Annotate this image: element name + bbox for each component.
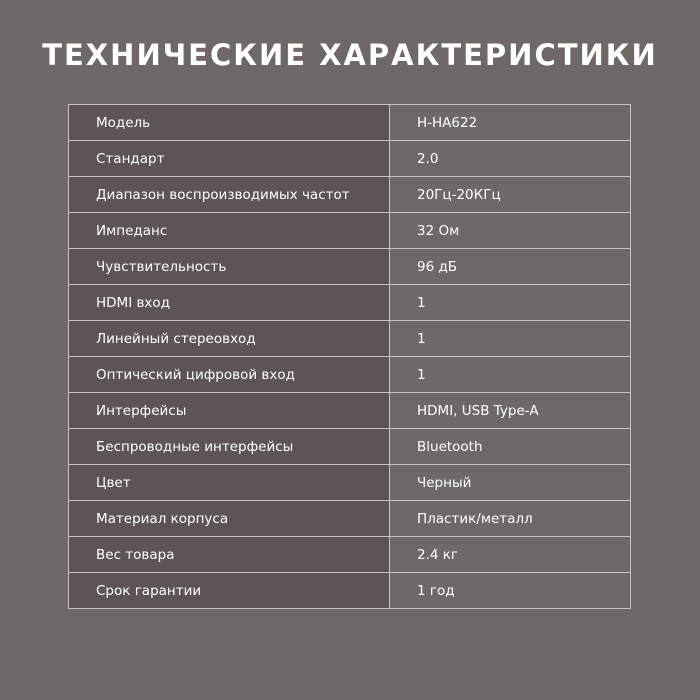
table-row: [69, 105, 631, 141]
table-row: [69, 465, 631, 501]
table-row: [69, 429, 631, 465]
table-row: [69, 357, 631, 393]
spec-label: Диапазон воспроизводимых частот: [69, 177, 390, 213]
spec-value: H-HA622: [390, 105, 631, 141]
table-row: [69, 321, 631, 357]
table-row: [69, 249, 631, 285]
table-row: [69, 177, 631, 213]
spec-value: Bluetooth: [390, 429, 631, 465]
spec-label: Чувствительность: [69, 249, 390, 285]
spec-value: 96 дБ: [390, 249, 631, 285]
spec-value: 1: [390, 321, 631, 357]
spec-label: Беспроводные интерфейсы: [69, 429, 390, 465]
spec-value: 1 год: [390, 573, 631, 609]
table-row: [69, 537, 631, 573]
table-row: [69, 285, 631, 321]
table-row: [69, 393, 631, 429]
spec-value: 20Гц-20КГц: [390, 177, 631, 213]
table-row: [69, 573, 631, 609]
spec-value: 1: [390, 357, 631, 393]
spec-label: Линейный стереовход: [69, 321, 390, 357]
spec-value: 2.4 кг: [390, 537, 631, 573]
spec-table: [68, 104, 631, 609]
spec-label: Модель: [69, 105, 390, 141]
table-row: [69, 141, 631, 177]
spec-value: HDMI, USB Type-A: [390, 393, 631, 429]
spec-value: Пластик/металл: [390, 501, 631, 537]
spec-label: Цвет: [69, 465, 390, 501]
spec-label: Материал корпуса: [69, 501, 390, 537]
table-row: [69, 501, 631, 537]
spec-value: 32 Ом: [390, 213, 631, 249]
spec-label: Вес товара: [69, 537, 390, 573]
spec-label: Стандарт: [69, 141, 390, 177]
table-row: [69, 213, 631, 249]
spec-label: Срок гарантии: [69, 573, 390, 609]
spec-label: Оптический цифровой вход: [69, 357, 390, 393]
spec-label: HDMI вход: [69, 285, 390, 321]
spec-label: Интерфейсы: [69, 393, 390, 429]
spec-label: Импеданс: [69, 213, 390, 249]
spec-value: 2.0: [390, 141, 631, 177]
spec-value: 1: [390, 285, 631, 321]
page-title: ТЕХНИЧЕСКИЕ ХАРАКТЕРИСТИКИ: [42, 38, 658, 72]
spec-value: Черный: [390, 465, 631, 501]
